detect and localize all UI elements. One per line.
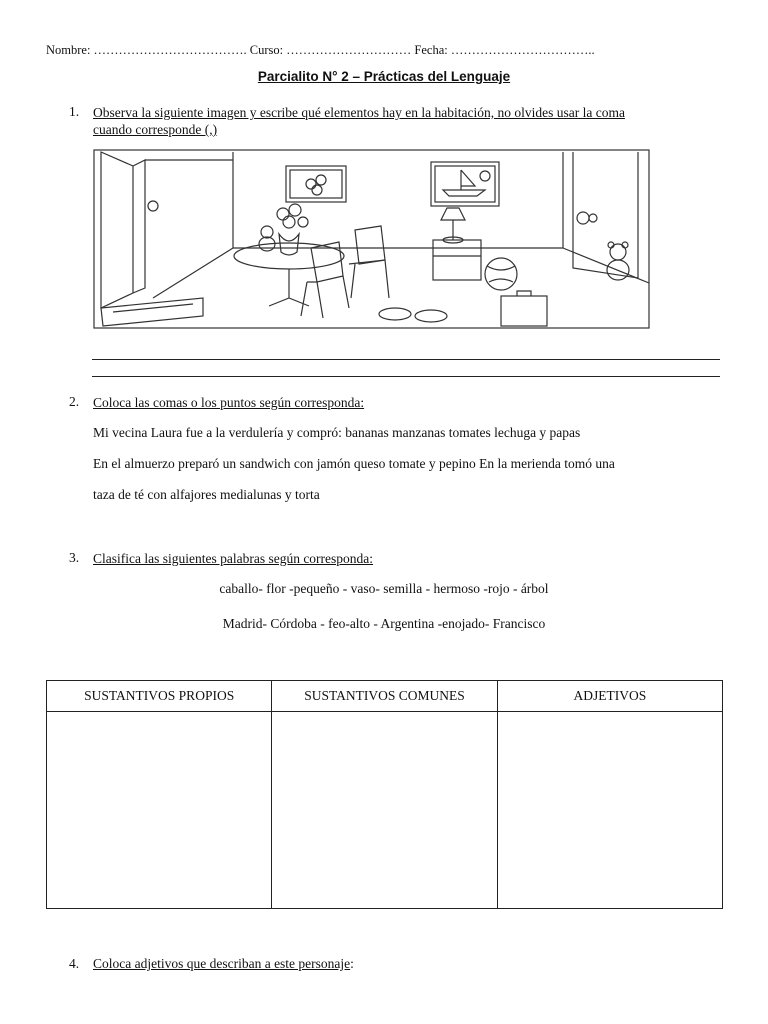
page-title-text: Parcialito N° 2 – Prácticas del Lenguaje <box>257 69 511 84</box>
answer-line-1[interactable] <box>92 359 720 360</box>
student-info-header: Nombre: ………………………………. Curso: ………………………… Fecha: …………………………….. <box>46 43 595 57</box>
q3-instruction: Clasifica las siguientes palabras según corresponda: <box>93 551 374 566</box>
q1-instruction <box>93 104 625 138</box>
column-header-adjectives: ADJETIVOS <box>497 681 722 712</box>
q1-instruction-line1: Observa la siguiente imagen y escribe qué elementos hay en la habitación, no olvides usar la coma <box>93 105 625 120</box>
q2-sentence-3: taza de té con alfajores medialunas y torta <box>93 487 320 502</box>
answer-cell-proper-nouns[interactable] <box>47 712 272 909</box>
column-header-common-nouns: SUSTANTIVOS COMUNES <box>272 681 497 712</box>
q2-number: 2. <box>69 394 80 409</box>
q4-instruction: Coloca adjetivos que describan a este personaje <box>93 956 351 971</box>
q3-number: 3. <box>69 550 80 565</box>
q1-instruction-line2: cuando corresponde (,) <box>93 122 218 137</box>
column-header-proper-nouns: SUSTANTIVOS PROPIOS <box>47 681 272 712</box>
q1-number: 1. <box>69 104 80 119</box>
answer-cell-adjectives[interactable] <box>497 712 722 909</box>
answer-cell-common-nouns[interactable] <box>272 712 497 909</box>
q3-word-list-1: caballo- flor -pequeño - vaso- semilla - hermoso -rojo - árbol <box>219 581 549 596</box>
q2-sentence-2: En el almuerzo preparó un sandwich con jamón queso tomate y pepino En la merienda tomó una <box>93 456 615 471</box>
q2-instruction: Coloca las comas o los puntos según corresponda: <box>93 395 365 410</box>
classification-table <box>46 680 723 909</box>
q4-instruction-row <box>93 956 354 972</box>
q3-word-list-2: Madrid- Córdoba - feo-alto - Argentina -enojado- Francisco <box>222 616 546 631</box>
room-illustration <box>93 148 651 330</box>
page-title <box>0 69 768 84</box>
q4-number: 4. <box>69 956 80 971</box>
answer-line-2[interactable] <box>92 376 720 377</box>
q2-sentence-1: Mi vecina Laura fue a la verdulería y compró: bananas manzanas tomates lechuga y papas <box>93 425 581 440</box>
q4-colon: : <box>350 956 354 971</box>
